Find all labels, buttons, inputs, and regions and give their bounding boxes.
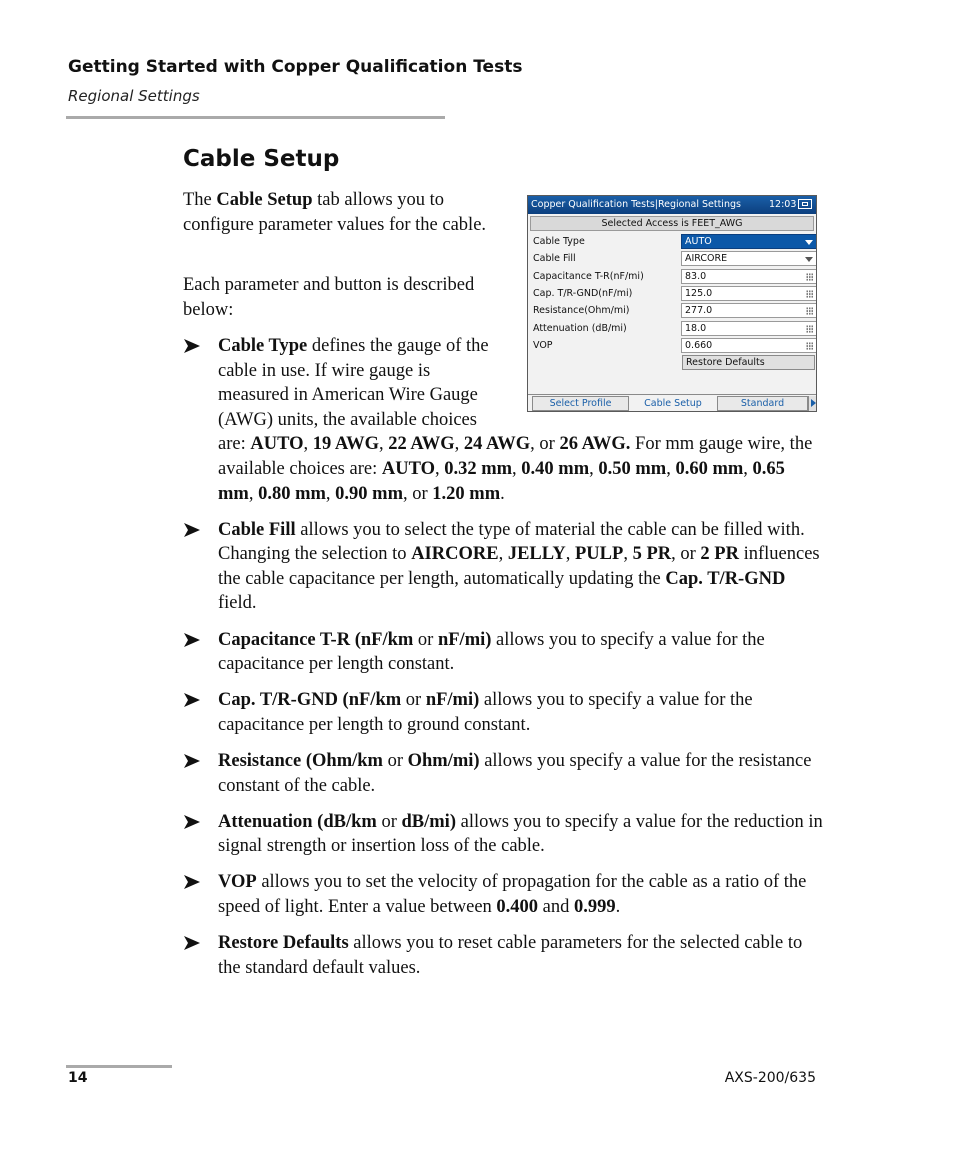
keypad-icon[interactable] bbox=[806, 325, 813, 333]
keypad-icon[interactable] bbox=[806, 307, 813, 315]
device-field-label: Attenuation (dB/mi) bbox=[533, 322, 627, 334]
parameter-list bbox=[183, 334, 823, 992]
device-screenshot bbox=[527, 195, 817, 412]
intro-paragraph-2: Each parameter and button is described below: bbox=[183, 275, 475, 320]
device-field-value: 18.0 bbox=[685, 322, 707, 334]
battery-icon bbox=[798, 199, 812, 209]
tab-standard[interactable]: Standard bbox=[717, 396, 808, 411]
device-field-row bbox=[528, 321, 816, 337]
device-field-value: AUTO bbox=[685, 236, 712, 247]
device-titlebar bbox=[528, 196, 816, 214]
device-field-value: AIRCORE bbox=[685, 253, 728, 265]
device-field-row bbox=[528, 338, 816, 354]
device-field-label: VOP bbox=[533, 339, 553, 351]
device-input[interactable] bbox=[681, 303, 817, 318]
section-title: Regional Settings bbox=[68, 87, 200, 105]
device-field-row bbox=[528, 234, 816, 250]
device-input[interactable] bbox=[681, 338, 817, 353]
device-field-value: 125.0 bbox=[685, 287, 713, 299]
keypad-icon[interactable] bbox=[806, 290, 813, 298]
device-input[interactable] bbox=[681, 286, 817, 301]
device-field-value: 0.660 bbox=[685, 339, 713, 351]
parameter-item: Cap. T/R-GND (nF/km or nF/mi) allows you to specify a value for the capacitance per length to ground constant. bbox=[183, 688, 823, 737]
restore-defaults-button[interactable]: Restore Defaults bbox=[682, 355, 815, 370]
arrow-bullet-icon bbox=[184, 815, 200, 829]
device-clock: 12:03 bbox=[769, 199, 797, 210]
device-field-row bbox=[528, 251, 816, 267]
arrow-bullet-icon bbox=[184, 523, 200, 537]
device-field-label: Cap. T/R-GND(nF/mi) bbox=[533, 287, 633, 299]
tab-cable-setup[interactable]: Cable Setup bbox=[629, 396, 717, 411]
chevron-down-icon[interactable] bbox=[805, 240, 813, 245]
device-dropdown[interactable] bbox=[681, 251, 817, 266]
device-title: Copper Qualification Tests|Regional Settings bbox=[531, 199, 741, 210]
page-number: 14 bbox=[68, 1070, 88, 1086]
parameter-item: VOP allows you to set the velocity of propagation for the cable as a ratio of the speed of light. Enter a value between 0.400 and 0.999. bbox=[183, 870, 823, 919]
parameter-item: Resistance (Ohm/km or Ohm/mi) allows you specify a value for the resistance constant of the cable. bbox=[183, 749, 823, 798]
parameter-item: Restore Defaults allows you to reset cable parameters for the selected cable to the standard default values. bbox=[183, 931, 823, 980]
chapter-title: Getting Started with Copper Qualification Tests bbox=[68, 57, 523, 77]
device-field-row bbox=[528, 269, 816, 285]
arrow-bullet-icon bbox=[184, 754, 200, 768]
device-tab-bar bbox=[528, 394, 816, 412]
header-rule bbox=[66, 116, 445, 119]
tab-scroll-right-icon[interactable] bbox=[808, 396, 817, 411]
parameter-item: Capacitance T-R (nF/km or nF/mi) allows you to specify a value for the capacitance per length constant. bbox=[183, 628, 823, 677]
arrow-bullet-icon bbox=[184, 693, 200, 707]
arrow-bullet-icon bbox=[184, 936, 200, 950]
device-field-label: Capacitance T-R(nF/mi) bbox=[533, 270, 644, 282]
device-field-label: Cable Fill bbox=[533, 253, 576, 265]
parameter-item: Cable Type defines the gauge of the cable in use. If wire gauge is measured in American Wire Gauge (AWG) units, the available choices are: AUTO, 19 AWG, 22 AWG, 24 AWG, or 26 AWG. For mm gauge wire, the available choices are: AUTO, 0.32 mm, 0.40 mm, 0.50 mm, 0.60 mm, 0.65 mm, 0.80 mm, 0.90 mm, or 1.20 mm. bbox=[183, 334, 823, 506]
document-id: AXS-200/635 bbox=[724, 1070, 816, 1086]
device-field-value: 277.0 bbox=[685, 305, 713, 317]
device-input[interactable] bbox=[681, 321, 817, 336]
page-heading: Cable Setup bbox=[183, 146, 340, 172]
device-field-row bbox=[528, 286, 816, 302]
parameter-item: Attenuation (dB/km or dB/mi) allows you to specify a value for the reduction in signal strength or insertion loss of the cable. bbox=[183, 810, 823, 859]
footer-rule bbox=[66, 1065, 172, 1068]
device-field-row bbox=[528, 303, 816, 319]
parameter-item: Cable Fill allows you to select the type of material the cable can be filled with. Changing the selection to AIRCORE, JELLY, PULP, 5 PR, or 2 PR influences the cable capacitance per length, automatically updating the Cap. T/R-GND field. bbox=[183, 518, 823, 616]
tab-select-profile[interactable]: Select Profile bbox=[532, 396, 629, 411]
intro-paragraph-1: The Cable Setup tab allows you to configure parameter values for the cable. bbox=[183, 190, 487, 235]
arrow-bullet-icon bbox=[184, 875, 200, 889]
keypad-icon[interactable] bbox=[806, 273, 813, 281]
device-dropdown[interactable] bbox=[681, 234, 817, 249]
arrow-bullet-icon bbox=[184, 633, 200, 647]
keypad-icon[interactable] bbox=[806, 342, 813, 350]
device-field-label: Cable Type bbox=[533, 236, 585, 247]
arrow-bullet-icon bbox=[184, 339, 200, 353]
device-field-label: Resistance(Ohm/mi) bbox=[533, 305, 630, 317]
device-input[interactable] bbox=[681, 269, 817, 284]
device-field-value: 83.0 bbox=[685, 270, 707, 282]
chevron-down-icon[interactable] bbox=[805, 257, 813, 262]
selected-access-bar: Selected Access is FEET_AWG bbox=[530, 216, 814, 231]
